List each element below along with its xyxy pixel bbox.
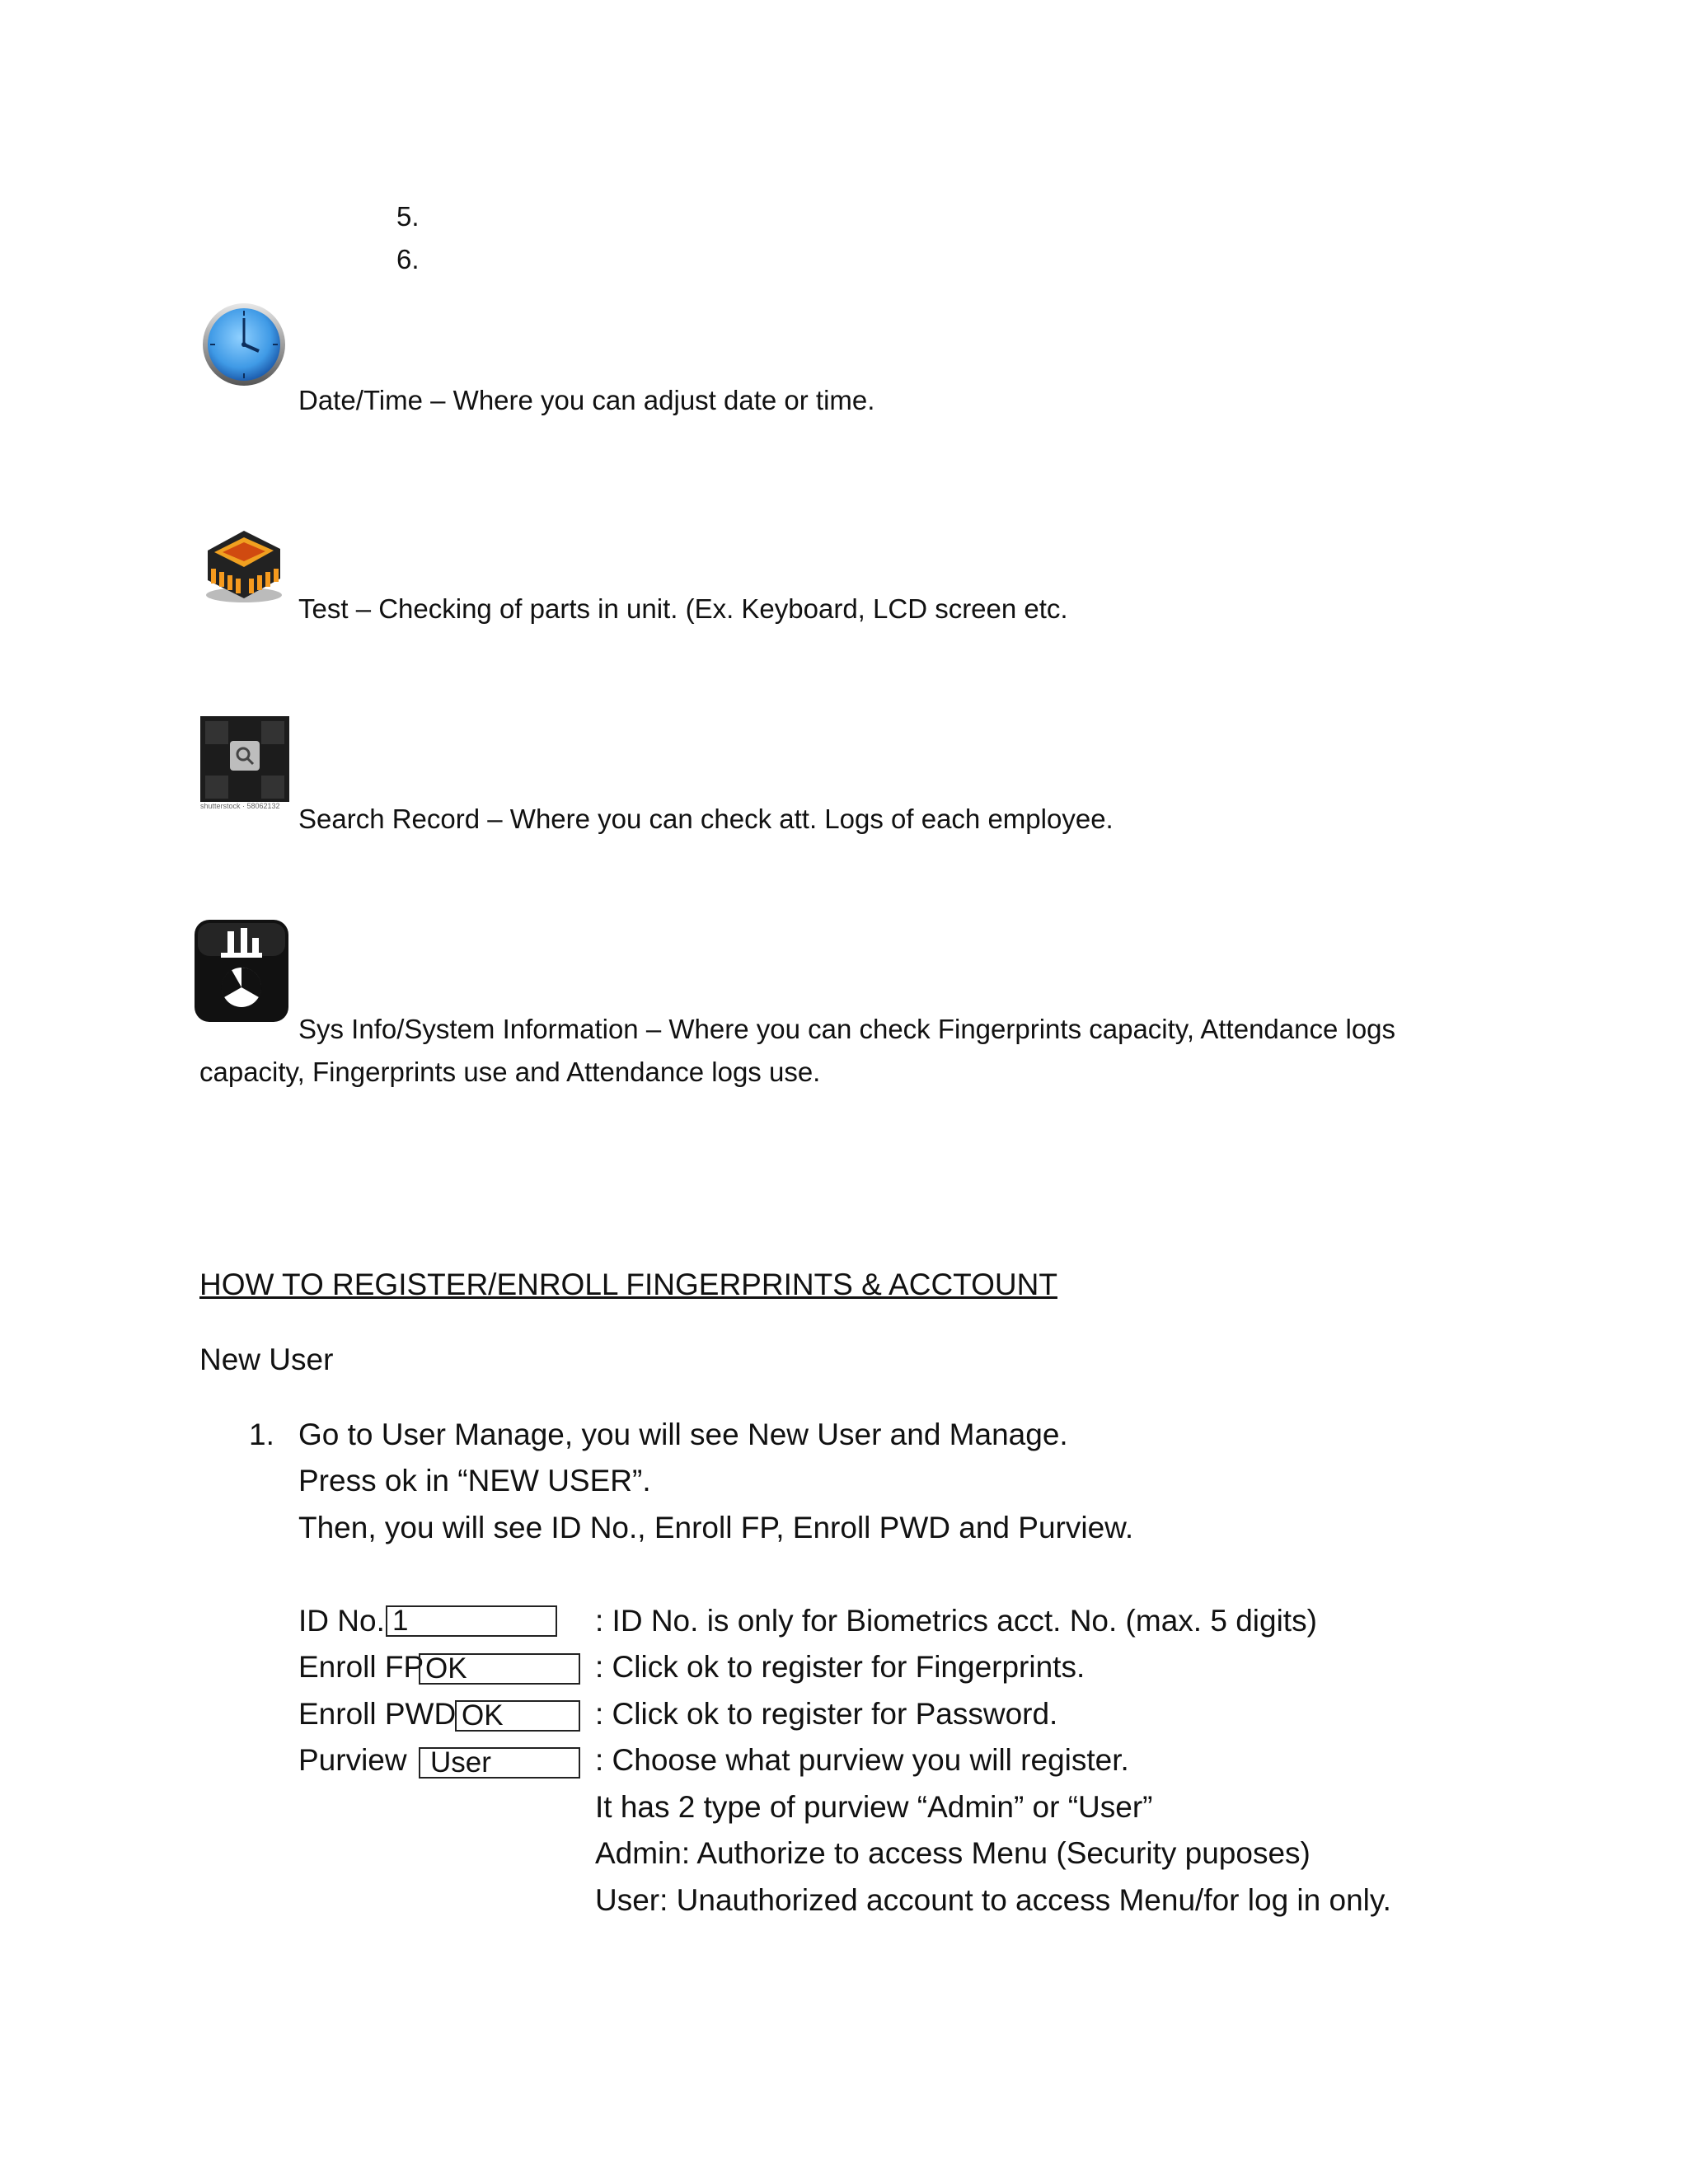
- purview-label: Purview: [298, 1743, 407, 1777]
- enroll-fp-description: : Click ok to register for Fingerprints.: [595, 1650, 1085, 1684]
- purview-note-3: User: Unauthorized account to access Menu/for log in only.: [595, 1883, 1391, 1917]
- step-number: 1.: [249, 1418, 274, 1451]
- step-line-1: Go to User Manage, you will see New User and Manage.: [298, 1418, 1068, 1451]
- enroll-pwd-description: : Click ok to register for Password.: [595, 1697, 1058, 1731]
- section-heading: HOW TO REGISTER/ENROLL FINGERPRINTS & ACCTOUNT: [199, 1268, 1057, 1301]
- step-line-2: Press ok in “NEW USER”.: [298, 1464, 651, 1497]
- enroll-pwd-label: Enroll PWD: [298, 1697, 457, 1731]
- sys-info-description-line2: capacity, Fingerprints use and Attendance logs use.: [199, 1057, 821, 1087]
- sys-info-description-line1: Sys Info/System Information – Where you can check Fingerprints capacity, Attendance logs: [298, 1014, 1396, 1044]
- id-no-description: : ID No. is only for Biometrics acct. No. (max. 5 digits): [595, 1604, 1317, 1638]
- stock-watermark-caption: shutterstock · 58062132: [200, 802, 280, 810]
- subheading-new-user: New User: [199, 1343, 334, 1376]
- list-number-5: 5.: [396, 201, 420, 232]
- purview-note-1: It has 2 type of purview “Admin” or “User”: [595, 1790, 1153, 1824]
- id-no-field[interactable]: 1: [386, 1605, 557, 1637]
- enroll-pwd-field[interactable]: OK: [455, 1700, 580, 1732]
- list-number-6: 6.: [396, 244, 420, 274]
- search-key-icon: [200, 716, 289, 813]
- search-record-description: Search Record – Where you can check att. Logs of each employee.: [298, 804, 1114, 834]
- step-line-3: Then, you will see ID No., Enroll FP, Enroll PWD and Purview.: [298, 1511, 1134, 1544]
- date-time-description: Date/Time – Where you can adjust date or time.: [298, 385, 875, 415]
- purview-note-2: Admin: Authorize to access Menu (Security puposes): [595, 1836, 1311, 1870]
- clock-icon: [201, 300, 287, 389]
- id-no-label: ID No.: [298, 1604, 385, 1638]
- chip-icon: [198, 524, 290, 605]
- enroll-fp-label: Enroll FP: [298, 1650, 424, 1684]
- test-description: Test – Checking of parts in unit. (Ex. Keyboard, LCD screen etc.: [298, 593, 1068, 624]
- purview-description: : Choose what purview you will register.: [595, 1743, 1129, 1777]
- enroll-fp-field[interactable]: OK: [419, 1653, 580, 1685]
- system-info-icon: [195, 920, 288, 1022]
- purview-select[interactable]: User: [419, 1747, 580, 1779]
